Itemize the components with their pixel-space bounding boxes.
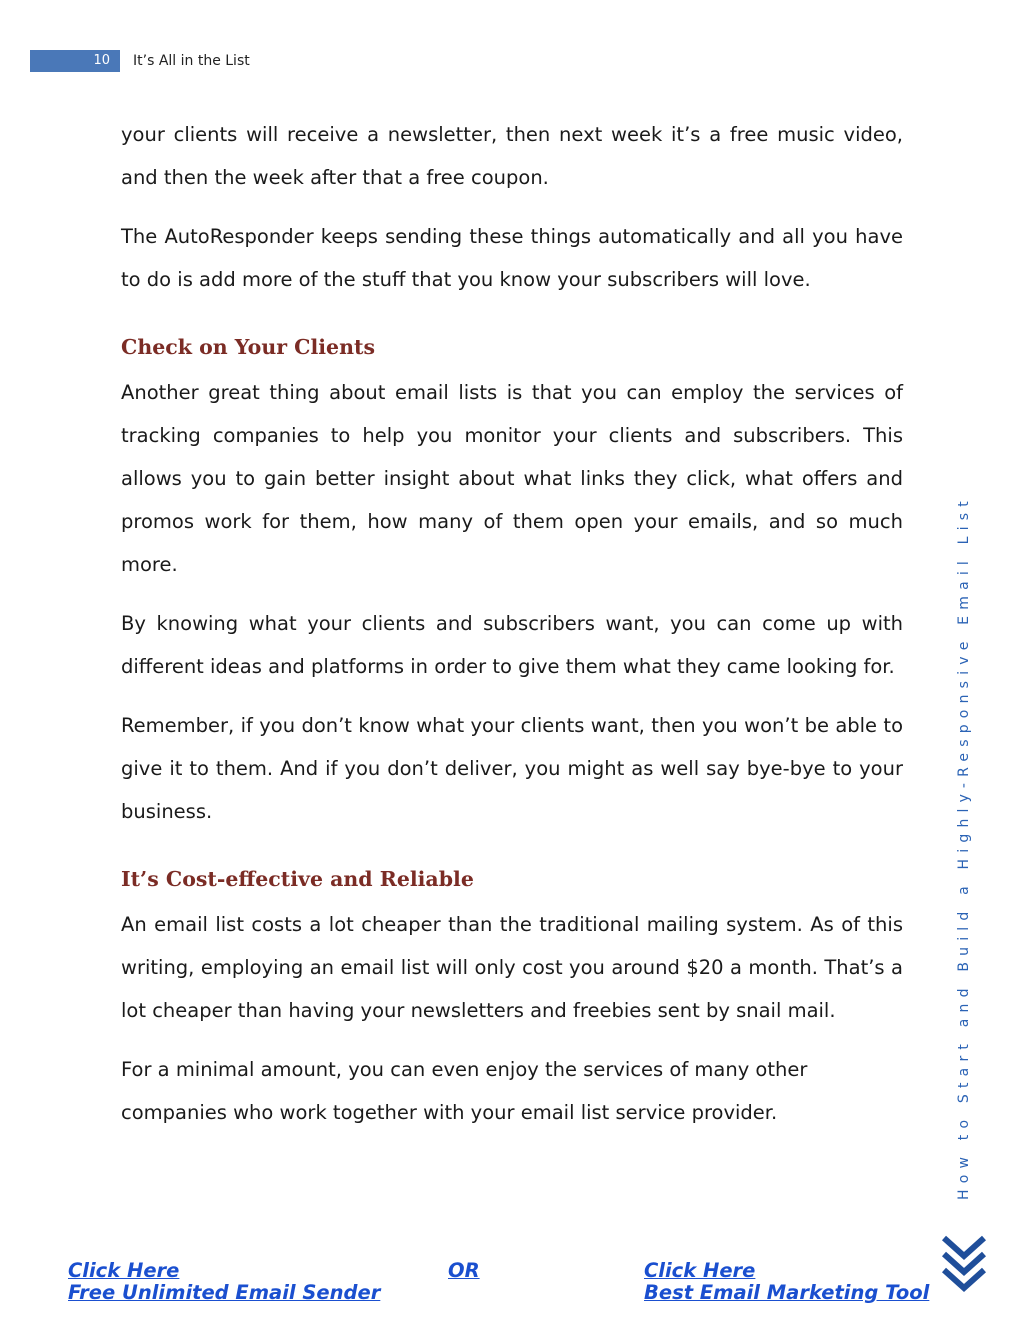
footer-links — [0, 1260, 1024, 1320]
free-email-sender-link[interactable]: Free Unlimited Email Sender — [68, 1281, 381, 1304]
section-heading: It’s Cost-effective and Reliable — [121, 867, 474, 891]
paragraph: By knowing what your clients and subscribers want, you can come up with different ideas and platforms in order to give them what they came looking for. — [121, 612, 903, 678]
page-header — [30, 50, 250, 72]
section-heading: Check on Your Clients — [121, 335, 376, 359]
paragraph: For a minimal amount, you can even enjoy the services of many other companies who work together with your email list service provider. — [121, 1058, 808, 1124]
or-label: OR — [448, 1259, 480, 1282]
paragraph: Another great thing about email lists is that you can employ the services of tracking companies to help you monitor your clients and subscribers. This allows you to gain better insight about what links they click, what offers and promos work for them, how many of them open your emails, and so much more. — [121, 381, 903, 576]
email-marketing-tool-link[interactable]: Best Email Marketing Tool — [644, 1281, 930, 1304]
paragraph: your clients will receive a newsletter, then next week it’s a free music video, and then the week after that a free coupon. — [121, 123, 903, 189]
main-content — [121, 113, 903, 1150]
side-book-title: How to Start and Build a Highly-Responsive Email List — [956, 495, 972, 1200]
click-here-link-right[interactable]: Click Here — [644, 1259, 756, 1282]
paragraph: The AutoResponder keeps sending these things automatically and all you have to do is add more of the stuff that you know your subscribers will love. — [121, 225, 903, 291]
paragraph: An email list costs a lot cheaper than the traditional mailing system. As of this writing, employing an email list will only cost you around $20 a month. That’s a lot cheaper than having your newsletters and freebies sent by snail mail. — [121, 913, 903, 1022]
click-here-link-left[interactable]: Click Here — [68, 1259, 180, 1282]
page-number: 10 — [30, 50, 120, 72]
paragraph: Remember, if you don’t know what your clients want, then you won’t be able to give it to them. And if you don’t deliver, you might as well say bye-bye to your business. — [121, 714, 903, 823]
running-title: It’s All in the List — [133, 53, 250, 69]
double-chevron-down-icon[interactable] — [940, 1232, 988, 1296]
